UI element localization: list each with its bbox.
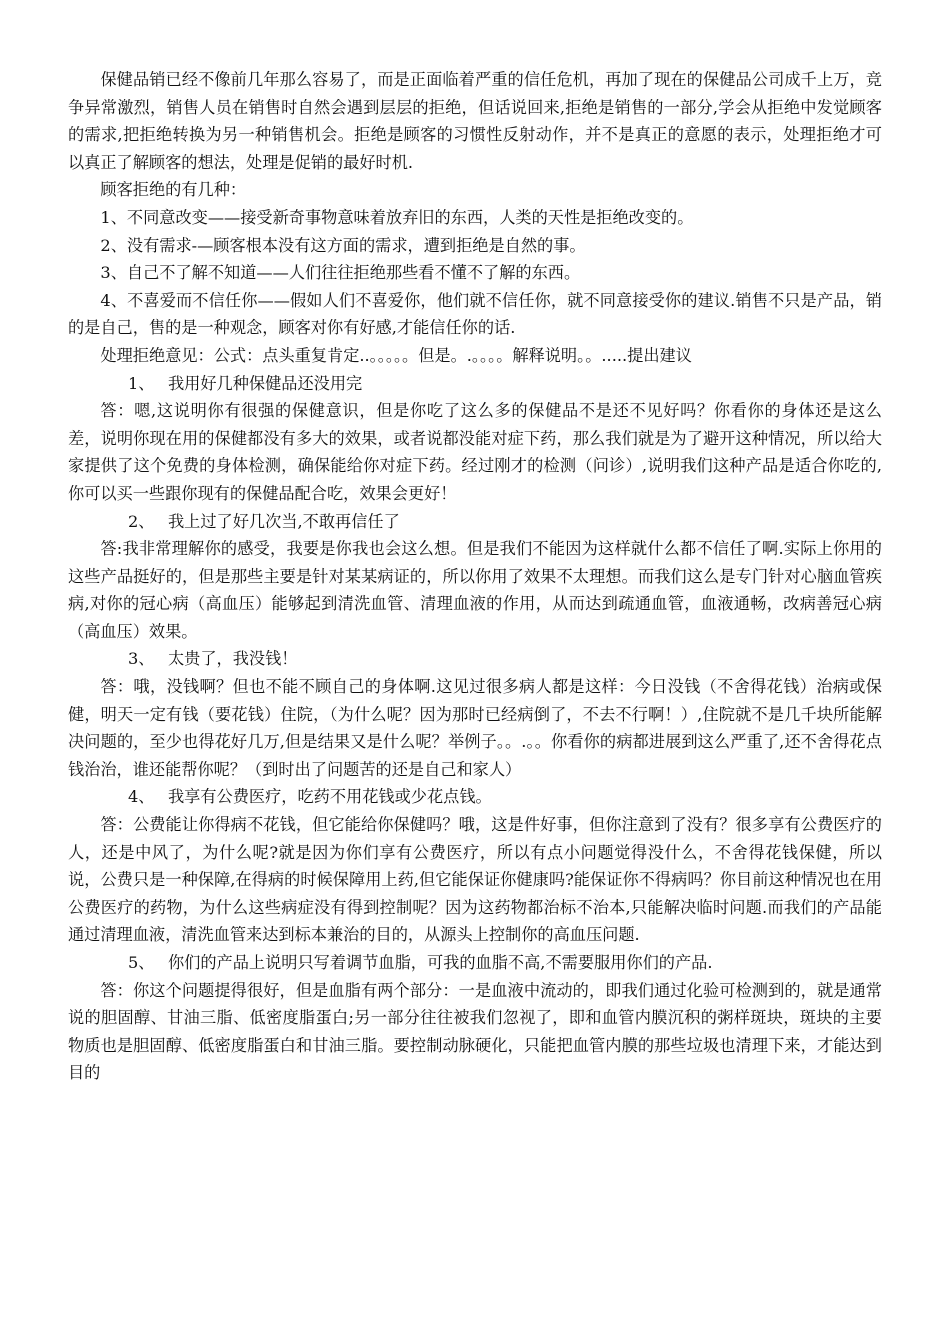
answer-paragraph: 答：哦，没钱啊？但也不能不顾自己的身体啊.这见过很多病人都是这样：今日没钱（不舍得花钱）治病或保健，明天一定有钱（要花钱）住院，（为什么呢？因为那时已经病倒了，不去不行啊！）,住院就不是几千块所能解决问题的，至少也得花好几万,但是结果又是什么呢？举例子。。.。。你看你的病都进展到这么严重了,还不舍得花点钱治治，谁还能帮你呢？（到时出了问题苦的还是自己和家人） [68,677,882,779]
question-number: 4、 [128,787,155,807]
answer-paragraph: 答：公费能让你得病不花钱，但它能给你保健吗？哦，这是件好事，但你注意到了没有？很多享有公费医疗的人，还是中风了，为什么呢?就是因为你们享有公费医疗，所以有点小问题觉得没什么，不舍得花钱保健，所以说，公费只是一种保障,在得病的时候保障用上药,但它能保证你健康吗?能保证你不得病吗？你目前这种情况也在用公费医疗的药物，为什么这些病症没有得到控制呢？因为这药物都治标不治本,只能解决临时问题.而我们的产品能通过清理血液，清洗血管来达到标本兼治的目的，从源头上控制你的高血压问题. [68,815,882,945]
answer-paragraph: 答：嗯,这说明你有很强的保健意识，但是你吃了这么多的保健品不是还不见好吗？你看你的身体还是这么差，说明你现在用的保健都没有多大的效果，或者说都没能对症下药，那么我们就是为了避开这种情况，所以给大家提供了这个免费的身体检测，确保能给你对症下药。经过刚才的检测（问诊）,说明我们这种产品是适合你吃的,你可以买一些跟你现有的保健品配合吃，效果会更好！ [68,401,882,503]
answer-paragraph: 答：你这个问题提得很好，但是血脂有两个部分：一是血液中流动的，即我们通过化验可检测到的，就是通常说的胆固醇、甘油三脂、低密度脂蛋白;另一部分往往被我们忽视了，即和血管内膜沉积的粥样斑块，斑块的主要物质也是胆固醇、低密度脂蛋白和甘油三脂。要控制动脉硬化，只能把血管内膜的那些垃圾也清理下来，才能达到目的 [68,980,882,1083]
question-number: 3、 [128,649,155,669]
question-heading [68,370,882,398]
answer-paragraph: 答:我非常理解你的感受，我要是你我也会这么想。但是我们不能因为这样就什么都不信任了啊.实际上你用的这些产品挺好的，但是那些主要是针对某某病证的，所以你用了效果不太理想。而我们这么是专门针对心脑血管疾病,对你的冠心病（高血压）能够起到清洗血管、清理血液的作用，从而达到疏通血管，血液通畅，改病善冠心病（高血压）效果。 [68,539,882,641]
question-text: 我享有公费医疗，吃药不用花钱或少花点钱。 [168,787,492,807]
type-item: 1、不同意改变——接受新奇事物意味着放弃旧的东西，人类的天性是拒绝改变的。 [100,207,694,227]
type-item: 2、没有需求-—顾客根本没有这方面的需求，遭到拒绝是自然的事。 [100,235,586,255]
question-heading [68,645,882,673]
question-number: 2、 [128,511,155,531]
types-heading: 顾客拒绝的有几种： [100,180,247,200]
type-item: 3、自己不了解不知道——人们往往拒绝那些看不懂不了解的东西。 [100,263,581,283]
question-text: 我用好几种保健品还没用完 [168,373,363,393]
question-text: 我上过了好几次当,不敢再信任了 [168,511,400,531]
question-text: 太贵了，我没钱！ [168,649,298,669]
question-number: 5、 [128,953,155,972]
question-heading [68,508,882,536]
formula-paragraph: 处理拒绝意见：公式：点头重复肯定..。。。。。但是。.。。。。解释说明。。.....提出建议 [100,345,692,365]
question-text: 你们的产品上说明只写着调节血脂，可我的血脂不高,不需要服用你们的产品. [168,953,713,972]
question-heading [68,949,882,977]
question-number: 1、 [128,373,155,393]
type-item: 4、不喜爱而不信任你——假如人们不喜爱你，他们就不信任你，就不同意接受你的建议.销售不只是产品，销的是自己，售的是一种观念，顾客对你有好感,才能信任你的话. [68,290,882,338]
intro-paragraph: 保健品销已经不像前几年那么容易了，而是正面临着严重的信任危机，再加了现在的保健品公司成千上万，竞争异常激烈，销售人员在销售时自然会遇到层层的拒绝，但话说回来,拒绝是销售的一部分,学会从拒绝中发觉顾客的需求,把拒绝转换为另一种销售机会。拒绝是顾客的习惯性反射动作，并不是真正的意愿的表示，处理拒绝才可以真正了解顾客的想法，处理是促销的最好时机. [68,70,882,172]
question-heading [68,783,882,811]
